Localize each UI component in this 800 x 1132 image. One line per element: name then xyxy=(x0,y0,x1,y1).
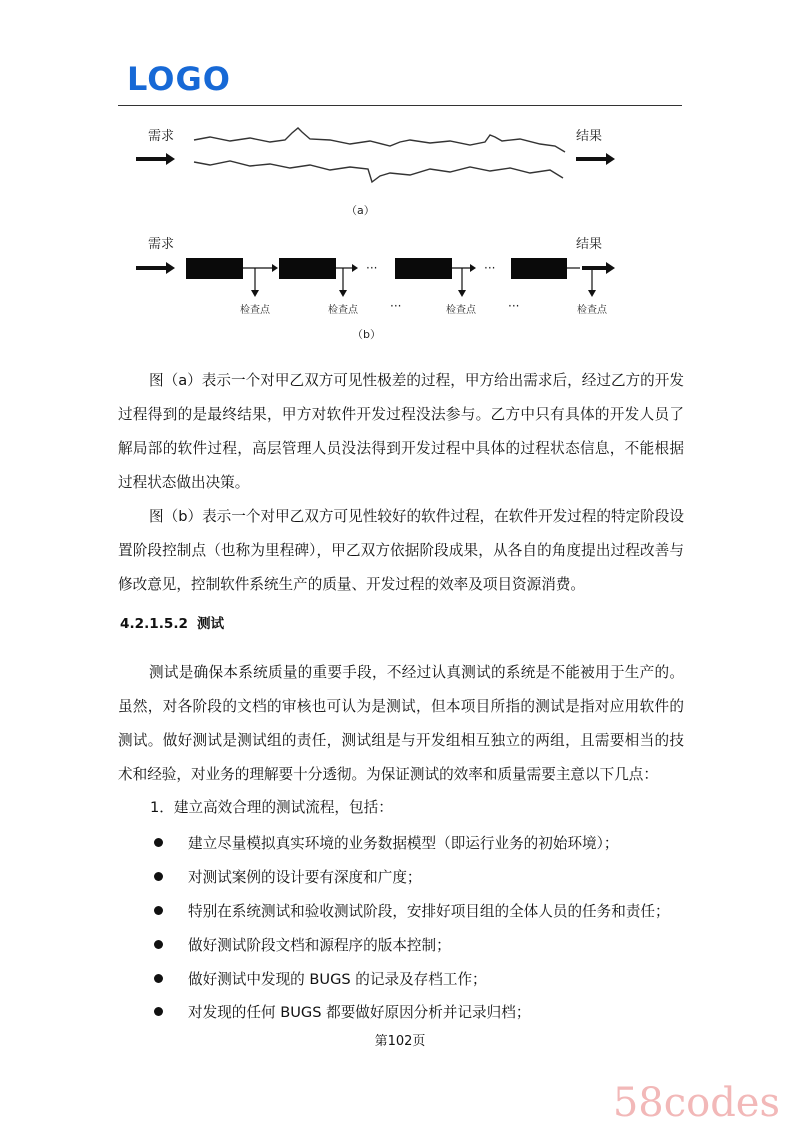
list-item-text: 做好测试阶段文档和源程序的版本控制； xyxy=(188,936,451,954)
bullet-dot xyxy=(154,838,163,847)
fig-b-caption: （b） xyxy=(352,328,381,341)
fig-b-check-arrow-4 xyxy=(588,290,596,297)
fig-b-input-arrow xyxy=(136,262,175,274)
watermark: 58codes xyxy=(612,1080,780,1126)
fig-a-upper-line xyxy=(194,128,565,152)
fig-b-stage-block-4 xyxy=(511,258,567,279)
list-item xyxy=(150,826,670,860)
list-item xyxy=(150,927,670,961)
bullet-dot xyxy=(154,940,163,949)
list-item-text: 对发现的任何 BUGS 都要做好原因分析并记录归档； xyxy=(188,1004,531,1022)
paragraph-figure-a: 图（a）表示一个对甲乙双方可见性极差的过程，甲方给出需求后，经过乙方的开发过程得到的是最终结果，甲方对软件开发过程没法参与。乙方中只有具体的开发人员了解局部的软件过程，高层管理人员没法得到开发过程中具体的过程状态信息，不能根据过程状态做出决策。 xyxy=(118,372,684,491)
fig-b-checkpoint-label-4: 检查点 xyxy=(577,305,607,316)
list-item xyxy=(150,894,670,928)
bullet-dot xyxy=(154,906,163,915)
fig-b-ellipsis-1: ··· xyxy=(366,261,378,275)
fig-a-output-label: 结果 xyxy=(576,129,603,144)
list-item xyxy=(150,961,670,995)
fig-b-ellipsis-2: ··· xyxy=(390,299,402,313)
fig-b-ellipsis-4: ··· xyxy=(508,299,520,313)
list-item xyxy=(150,860,670,894)
fig-b-stage-block-3 xyxy=(395,258,452,279)
paragraph-figure-b: 图（b）表示一个对甲乙双方可见性较好的软件过程，在软件开发过程的特定阶段设置阶段控制点（也称为里程碑），甲乙双方依据阶段成果，从各自的角度提出过程改善与修改意见，控制软件系统生产的质量、开发过程的效率及项目资源消费。 xyxy=(118,508,684,593)
header-divider xyxy=(118,105,682,106)
numbered-item: 1．建立高效合理的测试流程，包括： xyxy=(150,799,393,816)
logo: LOGO xyxy=(127,60,231,98)
fig-a-input-arrow xyxy=(136,153,175,165)
fig-b-checkpoint-label-3: 检查点 xyxy=(446,305,476,316)
section-heading xyxy=(120,612,224,636)
fig-b-input-label: 需求 xyxy=(148,237,175,252)
list-item-text: 特别在系统测试和验收测试阶段，安排好项目组的全体人员的任务和责任； xyxy=(188,902,670,920)
fig-b-output-label: 结果 xyxy=(576,237,603,252)
bullet-list xyxy=(150,826,670,1029)
section-title: 测试 xyxy=(196,616,225,632)
list-item-text: 做好测试中发现的 BUGS 的记录及存档工作； xyxy=(188,970,487,988)
fig-b-stage-block-1 xyxy=(186,258,243,279)
bullet-dot xyxy=(154,1007,163,1016)
fig-b-connector-arrow-1 xyxy=(272,264,278,272)
fig-b-check-arrow-3 xyxy=(458,290,466,297)
fig-a-lower-line xyxy=(194,161,563,182)
process-figure xyxy=(130,118,650,348)
fig-a-input-label: 需求 xyxy=(148,129,175,144)
fig-b-connector-arrow-2 xyxy=(352,264,358,272)
fig-b-output-arrow xyxy=(582,262,615,274)
fig-b-checkpoint-label-2: 检查点 xyxy=(328,305,358,316)
fig-b-check-arrow-1 xyxy=(251,290,259,297)
bullet-dot xyxy=(154,974,163,983)
fig-b-check-arrow-2 xyxy=(339,290,347,297)
fig-a-caption: （a） xyxy=(346,204,375,217)
section-paragraph: 测试是确保本系统质量的重要手段，不经过认真测试的系统是不能被用于生产的。虽然，对各阶段的文档的审核也可认为是测试，但本项目所指的测试是指对应用软件的测试。做好测试是测试组的责任，测试组是与开发组相互独立的两组，且需要相当的技术和经验，对业务的理解要十分透彻。为保证测试的效率和质量需要主意以下几点： xyxy=(118,664,684,783)
fig-b-stage-block-2 xyxy=(279,258,336,279)
page-number: 第102页 xyxy=(374,1034,426,1049)
section-number: 4.2.1.5.2 xyxy=(120,616,188,632)
fig-b-ellipsis-3: ··· xyxy=(484,261,496,275)
fig-b-connector-arrow-3 xyxy=(470,264,476,272)
list-item-text: 对测试案例的设计要有深度和广度； xyxy=(188,869,422,887)
bullet-dot xyxy=(154,872,163,881)
fig-a-output-arrow xyxy=(576,153,615,165)
list-item-text: 建立尽量模拟真实环境的业务数据模型（即运行业务的初始环境）； xyxy=(188,835,619,853)
list-item xyxy=(150,995,670,1029)
fig-b-checkpoint-label-1: 检查点 xyxy=(240,305,270,316)
